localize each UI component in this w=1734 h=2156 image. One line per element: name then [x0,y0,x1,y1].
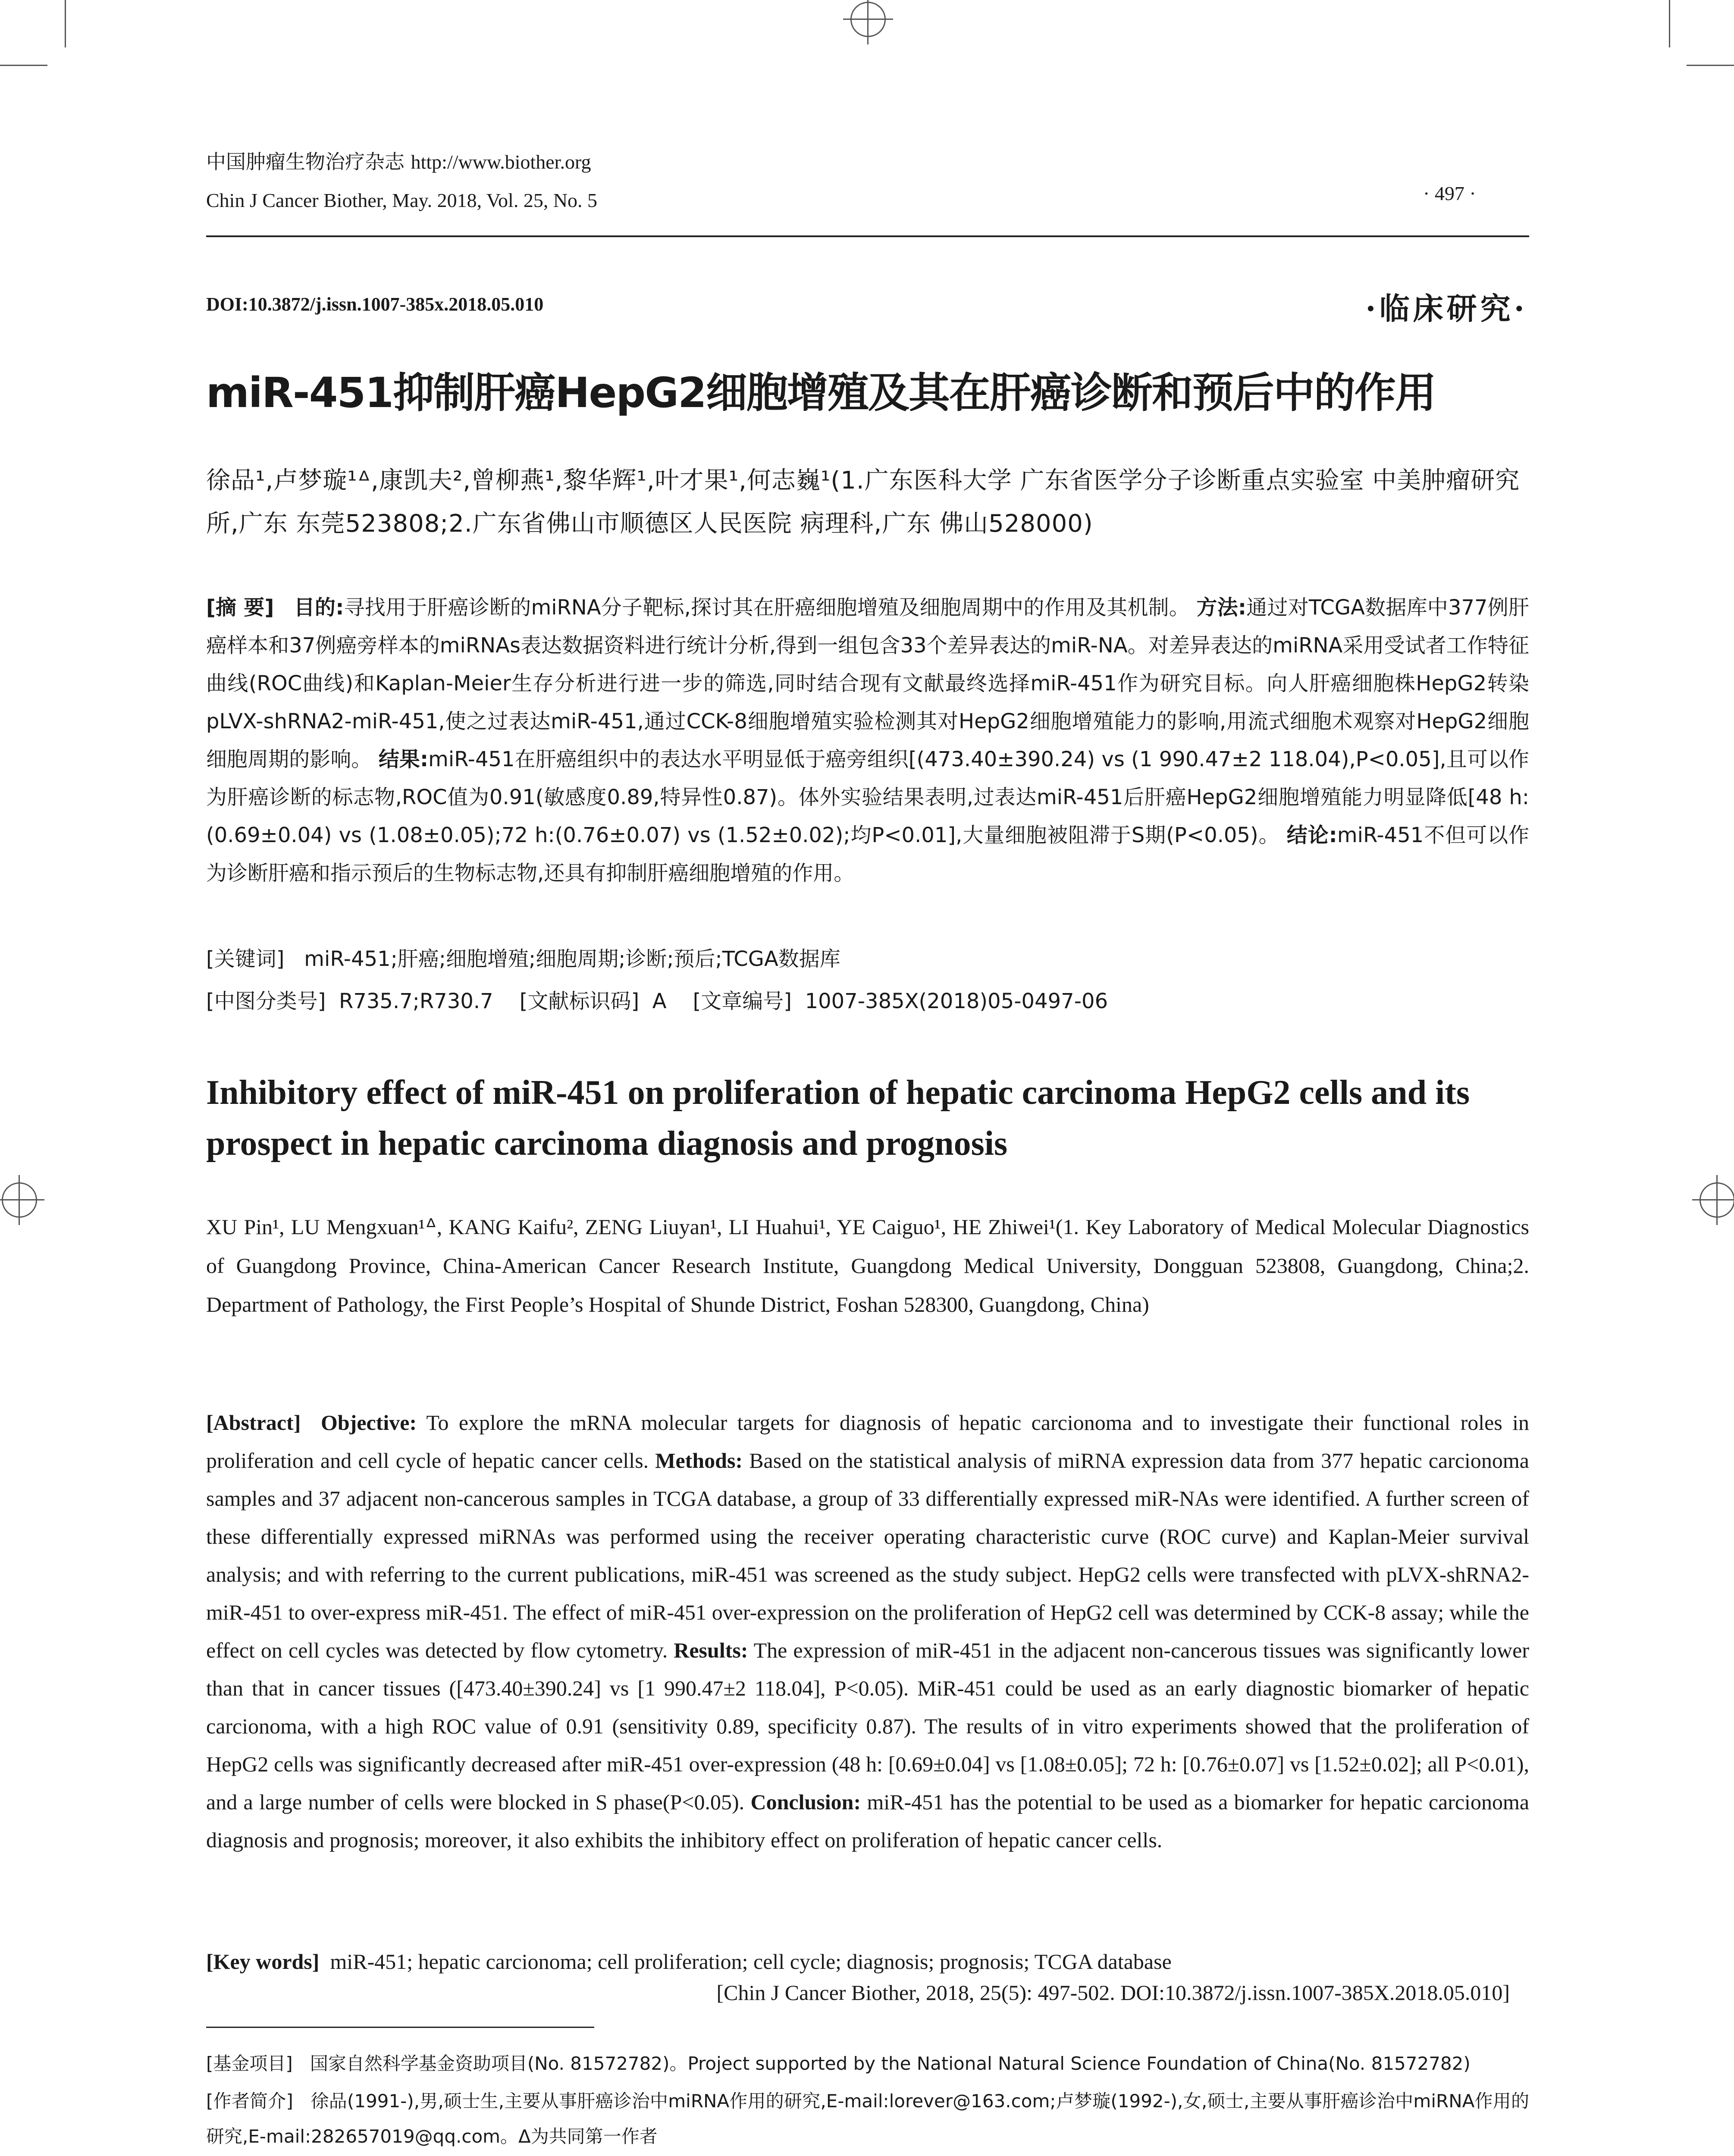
author-info-label: [作者简介] [206,2090,293,2112]
article-no-value: 1007-385X(2018)05-0497-06 [805,989,1108,1013]
footnote-divider [206,2027,594,2028]
objective-text-cn: 寻找用于肝癌诊断的miRNA分子靶标,探讨其在肝癌细胞增殖及细胞周期中的作用及其机制。 [344,595,1190,620]
doi-line: DOI:10.3872/j.issn.1007-385x.2018.05.010 [206,294,544,315]
methods-text-en: Based on the statistical analysis of miRNA expression data from 377 hepatic carcionoma samples and 37 adjacent non-cancerous samples in TCGA database, a group of 33 differentially expressed miR-NAs were identified. A further screen of these differentially expressed miRNAs was performed using the receiver operating characteristic curve (ROC curve) and Kaplan-Meier survival analysis; and with referring to the current publications, miR-451 was screened as the study subject. HepG2 cells were transfected with pLVX-shRNA2-miR-451 to over-express miR-451. The effect of miR-451 over-expression on the proliferation of HepG2 cell was determined by CCK-8 assay; while the effect on cell cycles was detected by flow cytometry. [206,1448,1529,1662]
clc-value: R735.7;R730.7 [339,989,493,1013]
authors-en [206,1207,1529,1324]
conclusion-text-en: miR-451 has the potential to be used as a biomarker for hepatic carcionoma diagnosis and prognosis; moreover, it also exhibits the inhibitory effect on proliferation of hepatic cancer cells. [206,1790,1530,1852]
article-no-label: [文章编号] [693,989,792,1013]
crop-mark [65,0,66,47]
citation-line: [Chin J Cancer Biother, 2018, 25(5): 497-502. DOI:10.3872/j.issn.1007-385X.2018.05.010] [716,1981,1510,2005]
footnote-fund [206,2046,1529,2081]
crop-mark [0,65,47,66]
affiliation-cn: (1.广东医科大学 广东省医学分子诊断重点实验室 中美肿瘤研究所,广东 东莞523808;2.广东省佛山市顺德区人民医院 病理科,广东 佛山528000) [206,467,1520,538]
objective-label-cn: 目的: [294,595,344,620]
conclusion-label-en: Conclusion: [750,1790,861,1814]
registration-mark-icon [1700,1182,1734,1218]
results-label-en: Results: [674,1638,748,1662]
abstract-label-en: [Abstract] [206,1410,301,1435]
abstract-cn [206,589,1529,892]
fund-text: 国家自然科学基金资助项目(No. 81572782)。Project supported by the National Natural Science Foundation of China(No. 81572782) [310,2053,1471,2074]
crop-mark [1669,0,1670,47]
abstract-en [206,1404,1529,1859]
registration-mark-icon [850,2,886,37]
objective-label-en: Objective: [320,1410,417,1435]
author-names-en: XU Pin¹, LU Mengxuan¹ᐞ, KANG Kaifu², ZENG Liuyan¹, LI Huahui¹, YE Caiguo¹, HE Zhiwei¹ [206,1215,1056,1239]
article-title-cn: miR-451抑制肝癌HepG2细胞增殖及其在肝癌诊断和预后中的作用 [206,369,1436,417]
conclusion-text-cn: miR-451不但可以作为诊断肝癌和指示预后的生物标志物,还具有抑制肝癌细胞增殖的作用。 [206,823,1529,885]
methods-label-cn: 方法: [1196,595,1247,620]
methods-label-en: Methods: [655,1448,743,1473]
registration-mark-icon [2,1182,37,1218]
keywords-text-cn: miR-451;肝癌;细胞增殖;细胞周期;诊断;预后;TCGA数据库 [304,947,840,971]
results-text-cn: miR-451在肝癌组织中的表达水平明显低于癌旁组织[(473.40±390.24) vs (1 990.47±2 118.04),P<0.05],且可以作为肝癌诊断的标志物,ROC值为0.91(敏感度0.89,特异性0.87)。体外实验结果表明,过表达miR-451后肝癌HepG2细胞增殖能力明显降低[48 h:(0.69±0.04) vs (1.08±0.05);72 h:(0.76±0.07) vs (1.52±0.02);均P<0.01],大量细胞被阻滞于S期(P<0.05)。 [206,747,1529,847]
footnote-author [206,2084,1529,2154]
conclusion-label-cn: 结论: [1286,823,1337,847]
author-names-cn: 徐品¹,卢梦璇¹ᐞ,康凯夫²,曾柳燕¹,黎华辉¹,叶才果¹,何志巍¹ [206,467,831,495]
doc-code-label: [文献标识码] [519,989,640,1013]
crop-mark [1687,65,1734,66]
results-label-cn: 结果: [378,747,429,771]
page-number: · 497 · [1423,182,1476,204]
results-text-en: The expression of miR-451 in the adjacent non-cancerous tissues was significantly lower than that in cancer tissues ([473.40±390.24] vs [1 990.47±2 118.04], P<0.05). MiR-451 could be used as an early diagnostic biomarker of hepatic carcionoma, with a high ROC value of 0.91 (sensitivity 0.89, specificity 0.87). The results of in vitro experiments showed that the proliferation of HepG2 cells was significantly decreased after miR-451 over-expression (48 h: [0.69±0.04] vs [1.08±0.05]; 72 h: [0.76±0.07] vs [1.52±0.02]; all P<0.01), and a large number of cells were blocked in S phase(P<0.05). [206,1638,1529,1814]
objective-text-en: To explore the mRNA molecular targets for diagnosis of hepatic carcionoma and to investigate their functional roles in proliferation and cell cycle of hepatic cancer cells. [206,1410,1529,1473]
fund-label: [基金项目] [206,2053,293,2074]
column-label: ·临床研究· [1365,291,1528,326]
keywords-label-en: [Key words] [206,1949,320,1974]
clc-label: [中图分类号] [206,989,326,1013]
keywords-cn [206,940,1529,978]
keywords-label-cn: [关键词] [206,947,285,971]
article-title-en: Inhibitory effect of miR-451 on proliferation of hepatic carcinoma HepG2 cells and its prospect in hepatic carcinoma diagnosis and prognosis [206,1074,1470,1163]
authors-cn [206,459,1529,545]
classification-line [206,982,1529,1020]
abstract-label-cn: [摘 要] [206,595,274,620]
methods-text-cn: 通过对TCGA数据库中377例肝癌样本和37例癌旁样本的miRNAs表达数据资料进行统计分析,得到一组包含33个差异表达的miR-NA。对差异表达的miRNA采用受试者工作特征曲线(ROC曲线)和Kaplan-Meier生存分析进行进一步的筛选,同时结合现有文献最终选择miR-451作为研究目标。向人肝癌细胞株HepG2转染pLVX-shRNA2-miR-451,使之过表达miR-451,通过CCK-8细胞增殖实验检测其对HepG2细胞增殖能力的影响,用流式细胞术观察对HepG2细胞细胞周期的影响。 [206,595,1529,771]
keywords-text-en: miR-451; hepatic carcionoma; cell proliferation; cell cycle; diagnosis; prognosis; TCGA database [330,1949,1172,1974]
journal-name-cn: 中国肿瘤生物治疗杂志 [206,150,404,173]
journal-url[interactable]: http://www.biother.org [411,151,591,173]
journal-header [206,149,591,175]
journal-name-en: Chin J Cancer Biother, May. 2018, Vol. 25, No. 5 [206,189,598,211]
author-info-text: 徐品(1991-),男,硕士生,主要从事肝癌诊治中miRNA作用的研究,E-mail:lorever@163.com;卢梦璇(1992-),女,硕士,主要从事肝癌诊治中miRNA作用的研究,E-mail:282657019@qq.com。Δ为共同第一作者 [206,2090,1529,2147]
affiliation-en: (1. Key Laboratory of Medical Molecular Diagnostics of Guangdong Province, China-American Cancer Research Institute, Guangdong Medical University, Dongguan 523808, Guangdong, China;2. Department of Pathology, the First People’s Hospital of Shunde District, Foshan 528300, Guangdong, China) [206,1215,1529,1316]
doc-code-value: A [652,989,667,1013]
header-divider [206,235,1529,237]
keywords-en [206,1943,1529,1981]
